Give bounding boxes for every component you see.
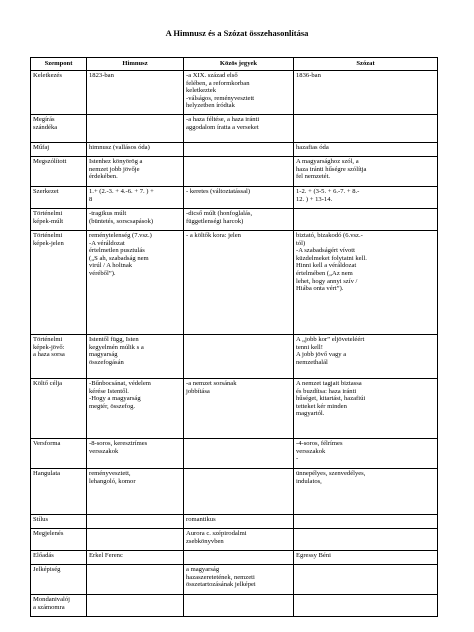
himnusz-cell [87,595,184,617]
common-cell [184,115,294,143]
himnusz-cell [87,115,184,143]
himnusz-cell-text: -tragikus múlt (büntetés, sorscsapások) [89,210,154,225]
common-cell [184,157,294,187]
table-row [31,71,438,115]
page-title: A Himnusz és a Szózat összehasonlítása [165,28,309,38]
szozat-cell [294,157,438,187]
himnusz-cell-text: Istentől függ, Isten kegyelmén múlik s a magyarság összefogásán [89,336,144,366]
table-row [31,209,438,231]
szozat-cell-text: Egressy Béni [296,552,331,559]
himnusz-cell [87,143,184,157]
criterion-cell-text: Megírás szándéka [33,116,58,131]
criterion-cell [31,529,87,551]
szozat-cell-text: A nemzet tagjait biztassa és buzdítsa: haza iránti hűséget, kitartást, hazafiúi tetteket kér minden magyartól. [296,380,366,418]
table-row [31,595,438,617]
himnusz-cell [87,515,184,529]
common-cell [184,469,294,515]
himnusz-cell [87,209,184,231]
criterion-cell [31,143,87,157]
szozat-cell [294,529,438,551]
szozat-cell [294,469,438,515]
criterion-cell-text: Jelképiség [33,566,61,573]
szozat-cell-text: ünnepélyes, szenvedélyes, indulatos, [296,470,366,485]
szozat-cell [294,439,438,469]
common-cell [184,187,294,209]
szozat-cell [294,551,438,565]
header-cell-szempont: Szempont [31,58,87,71]
himnusz-cell-text: -Bűnbocsánat, védelem kérése Istentől. -Hogy a magyarság megtér, összefog. [89,380,151,410]
criterion-cell-text: Szerkezet [33,188,59,195]
common-cell [184,231,294,335]
common-cell [184,565,294,595]
table-row [31,187,438,209]
common-cell [184,551,294,565]
szozat-cell-text: hazafias óda [296,144,329,151]
criterion-cell-text: Előadás [33,552,54,559]
table-row [31,335,438,379]
szozat-cell [294,335,438,379]
criterion-cell-text: Stílus [33,516,49,523]
header-cell-kozos-jegyek: Közös jegyek [184,58,294,71]
himnusz-cell [87,439,184,469]
table-row [31,143,438,157]
criterion-cell [31,209,87,231]
table-row [31,157,438,187]
szozat-cell [294,143,438,157]
himnusz-cell-text: reményvesztett, lehangoló, komor [89,470,136,485]
common-cell-text: romantikus [186,516,216,523]
criterion-cell [31,551,87,565]
header-row [31,58,438,71]
szozat-cell [294,187,438,209]
table-row [31,529,438,551]
himnusz-cell [87,379,184,439]
criterion-cell-text: Történelmi képek-jelen [33,232,64,247]
szozat-cell [294,231,438,335]
common-cell-text: - keretes (változtatással) [186,188,251,195]
himnusz-cell-text: himnusz (vallásos óda) [89,144,150,151]
table-row [31,469,438,515]
criterion-cell-text: Mondanivalój a számomra [33,596,70,611]
common-cell-text: -a nemzet sorsának jobbítása [186,380,237,395]
criterion-cell-text: Műfaj [33,144,50,151]
header-cell-szozat: Szózat [294,58,438,71]
table-row [31,515,438,529]
common-cell-text: - a költők kora: jelen [186,232,241,239]
common-cell [184,595,294,617]
criterion-cell [31,595,87,617]
criterion-cell-text: Versforma [33,440,61,447]
himnusz-cell-text: Istenhez könyörög a nemzet jobb jövője érdekében. [89,158,143,181]
himnusz-cell [87,529,184,551]
criterion-cell [31,335,87,379]
himnusz-cell [87,335,184,379]
criterion-cell-text: Költő célja [33,380,63,387]
criterion-cell [31,565,87,595]
common-cell-text: a magyarság hazaszeretetének, nemzeti összetartozásának jelképei [186,566,256,589]
himnusz-cell-text: Erkel Ferenc [89,552,123,559]
criterion-cell-text: Történelmi képek-jövő: a haza sorsa [33,336,65,359]
szozat-cell [294,115,438,143]
criterion-cell [31,515,87,529]
table-row [31,439,438,469]
common-cell [184,209,294,231]
criterion-cell [31,115,87,143]
szozat-cell [294,595,438,617]
criterion-cell-text: Keletkezés [33,72,62,79]
criterion-cell [31,469,87,515]
szozat-cell [294,565,438,595]
himnusz-cell [87,565,184,595]
criterion-cell [31,439,87,469]
common-cell-text: Aurora c. szépirodalmi zsebkönyvben [186,530,247,545]
szozat-cell-text: -4-soros, félrímes versszakok - [296,440,343,463]
comparison-table [30,57,438,617]
himnusz-cell [87,157,184,187]
table-body [31,71,438,617]
common-cell [184,143,294,157]
common-cell [184,335,294,379]
szozat-cell-text: 1836-ban [296,72,321,79]
common-cell [184,71,294,115]
himnusz-cell [87,551,184,565]
header-cell-himnusz: Himnusz [87,58,184,71]
himnusz-cell [87,187,184,209]
himnusz-cell [87,71,184,115]
common-cell-text: -dicső múlt (honfoglalás, függetlenségi harcok) [186,210,253,225]
table-row [31,551,438,565]
szozat-cell [294,379,438,439]
szozat-cell-text: 1-2. + (3-5. + 6.-7. + 8.- 12. ) + 13-14. [296,188,360,203]
szozat-cell [294,71,438,115]
szozat-cell-text: A „jobb kor” eljöveteléért tenni kell! A jobb jövő vagy a nemzethalál [296,336,365,366]
criterion-cell-text: Hangulata [33,470,61,477]
common-cell-text: -a XIX. század első felében, a reformkorban keletkeztek -válságos, reményvesztett helyzetben íródtak [186,72,255,110]
himnusz-cell [87,231,184,335]
criterion-cell-text: Történelmi képek-múlt [33,210,64,225]
criterion-cell [31,187,87,209]
szozat-cell-text: A magyarsághoz szól, a haza iránti hűségre szólítja fel nemzetét. [296,158,367,181]
himnusz-cell [87,469,184,515]
criterion-cell-text: Megszólított [33,158,67,165]
table-row [31,231,438,335]
szozat-cell [294,209,438,231]
himnusz-cell-text: 1.+ (2.-3. + 4.-6. + 7. ) + 8 [89,188,154,203]
criterion-cell [31,71,87,115]
criterion-cell [31,379,87,439]
szozat-cell-text: biztató, bizakodó (6.vsz.- tól) -A szabadságért vívott küzdelmeket folytatni kell. Hinni kell a véráldozat értelmében („Az nem lehet, hogy annyi szív / Hiába onta vért”). [296,232,367,293]
common-cell [184,529,294,551]
table-row [31,115,438,143]
table-row [31,379,438,439]
common-cell-text: -a haza féltése, a haza iránti aggodalom íratta a verseket [186,116,260,131]
criterion-cell [31,157,87,187]
criterion-cell [31,231,87,335]
himnusz-cell-text: 1823-ban [89,72,114,79]
himnusz-cell-text: -8-soros, keresztrímes versszakok [89,440,148,455]
common-cell [184,515,294,529]
common-cell [184,439,294,469]
himnusz-cell-text: reménytelenség (7.vsz.) -A véráldozat értelmetlen pusztulás („S ah, szabadság nem virúl / A holtnak véréből”). [89,232,152,277]
criterion-cell-text: Megjelenés [33,530,64,537]
common-cell [184,379,294,439]
szozat-cell [294,515,438,529]
table-row [31,565,438,595]
